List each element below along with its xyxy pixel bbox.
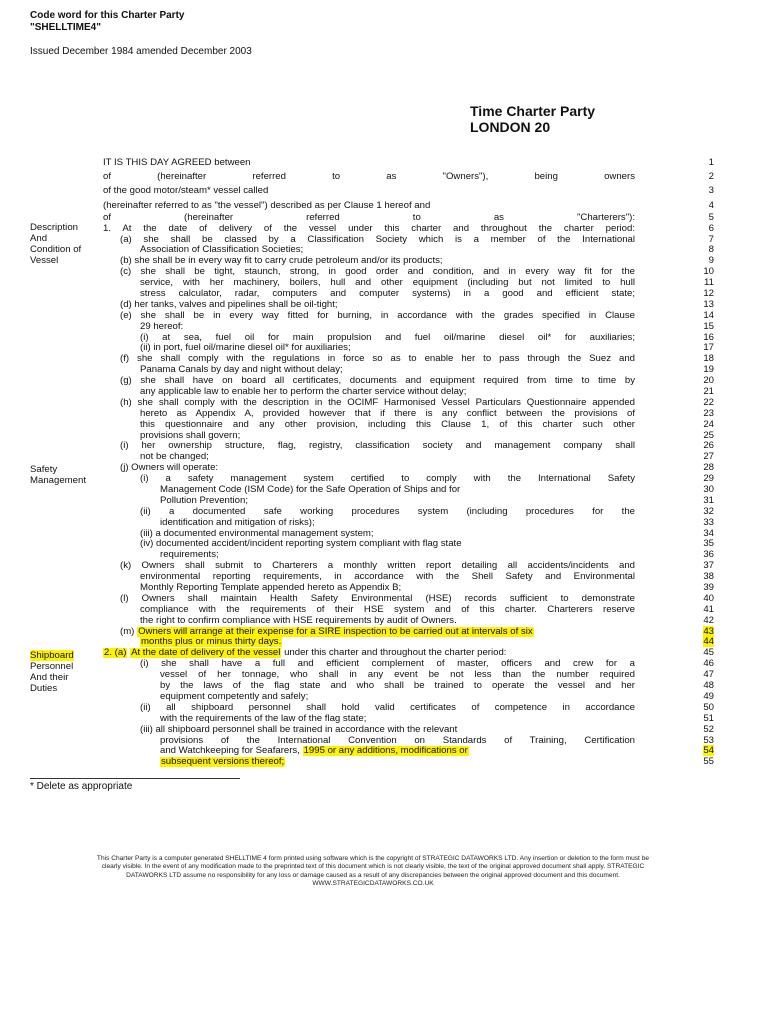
codeword-heading xyxy=(30,10,330,34)
codeword-value: "SHELLTIME4" xyxy=(30,22,101,33)
line-number: 24 xyxy=(703,418,714,430)
line-number: 14 xyxy=(703,309,714,321)
side-heading-line: And xyxy=(30,233,48,244)
body-line: hereto as Appendix A, provided however that if there is any conflict between the provisions of xyxy=(140,408,635,419)
line-number: 9 xyxy=(708,255,714,267)
body-line: service, with her machinery, boilers, hull and other equipment (including but not limited to hull xyxy=(140,278,635,289)
charter-body xyxy=(103,156,635,768)
line-number: 27 xyxy=(703,451,714,463)
footer-line: clearly visible. In the event of any modification made to the preprinted text of this document which is not clearly visible, the text of the original approved document shall apply. STRATEGIC xyxy=(101,863,645,871)
line-number: 42 xyxy=(703,614,714,626)
side-heading-safety xyxy=(30,464,94,486)
line-number: 29 xyxy=(703,473,714,485)
body-line: by the laws of the flag state and who shall be trained to operate the vessel and her xyxy=(160,681,635,692)
line-number: 12 xyxy=(703,287,714,299)
line-number: 46 xyxy=(703,658,714,670)
body-text: and Watchkeeping for Seafarers, xyxy=(160,746,300,757)
line-number: 6 xyxy=(708,222,714,234)
line-number: 35 xyxy=(703,538,714,550)
line-number: 38 xyxy=(703,571,714,583)
body-line: (k) Owners shall submit to Charterers a monthly written report detailing all accidents/incidents and xyxy=(120,561,635,572)
body-line xyxy=(103,627,635,638)
line-number: 4 xyxy=(708,199,714,211)
body-line: provisions shall govern; xyxy=(140,430,241,441)
line-number: 52 xyxy=(703,723,714,735)
highlighted-line-number: 54 xyxy=(703,745,714,757)
highlighted-text: months plus or minus thirty days. xyxy=(141,637,282,648)
line-number: 22 xyxy=(703,396,714,408)
body-line: (c) she shall be tight, staunch, strong, in good order and condition, and in every way fit for the xyxy=(120,267,635,278)
line-number: 51 xyxy=(703,712,714,724)
body-line: (e) she shall be in every way fitted for burning, in accordance with the grades specified in Clause xyxy=(120,310,635,321)
line-number: 30 xyxy=(703,484,714,496)
line-number: 41 xyxy=(703,603,714,615)
line-number: 1 xyxy=(708,157,714,168)
side-heading-line: Management xyxy=(30,475,86,486)
body-line: Monthly Reporting Template appended hereto as Appendix B; xyxy=(140,583,402,594)
body-line: compliance with the requirements of their HSE system and of this charter. Charterers reserve xyxy=(140,604,635,615)
body-line: (j) Owners will operate: xyxy=(120,463,219,474)
body-line: (a) she shall be classed by a Classification Society which is a member of the International xyxy=(120,234,635,245)
line-number: 16 xyxy=(703,331,714,343)
line-number: 25 xyxy=(703,429,714,441)
line-number: 10 xyxy=(703,266,714,278)
body-line: (iii) all shipboard personnel shall be trained in accordance with the relevant xyxy=(140,724,458,735)
body-line xyxy=(103,637,635,648)
side-heading-line xyxy=(30,650,94,661)
codeword-label: Code word for this Charter Party xyxy=(30,10,185,21)
body-line: 1. At the date of delivery of the vessel under this charter and throughout the charter period: xyxy=(103,223,635,234)
body-line: 29 hereof: xyxy=(140,321,184,332)
side-heading-line: Duties xyxy=(30,683,58,694)
line-number: 53 xyxy=(703,734,714,746)
body-line: (iv) documented accident/incident reporting system compliant with flag state xyxy=(140,539,462,550)
body-line: (l) Owners shall maintain Health Safety Environmental (HSE) records sufficient to demonstrate xyxy=(120,593,635,604)
highlighted-text: 1995 or any additions, modifications or xyxy=(303,746,468,757)
footer-line: This Charter Party is a computer generated SHELLTIME 4 form printed using software which is the copyright of STRATEGIC DATAWORKS LTD. Any insertion or deletion to the form must be xyxy=(96,855,650,862)
line-number: 13 xyxy=(703,298,714,310)
footnote: * Delete as appropriate xyxy=(30,781,133,792)
side-heading-shipboard xyxy=(30,650,94,694)
line-number: 17 xyxy=(703,342,714,354)
line-number: 5 xyxy=(708,211,714,223)
line-number: 49 xyxy=(703,690,714,702)
body-line: identification and mitigation of risks); xyxy=(160,517,315,528)
line-number: 18 xyxy=(703,353,714,365)
line-number: 47 xyxy=(703,669,714,681)
highlighted-text: Shipboard xyxy=(30,650,74,661)
body-line: (d) her tanks, valves and pipelines shall be oil-tight; xyxy=(120,299,338,310)
clause-marker: (m) xyxy=(120,626,135,637)
body-line: of (hereinafter referred to as "Charterers"): xyxy=(103,212,635,223)
body-line: this questionnaire and any other provision, including this Clause 1, of this charter such other xyxy=(140,419,635,430)
body-line: (b) she shall be in every way fit to carry crude petroleum and/or its products; xyxy=(120,256,443,267)
clause-marker: 2. (a) xyxy=(104,648,127,659)
side-heading-line: Condition of xyxy=(30,244,82,255)
highlighted-text: Owners will arrange at their expense for a SIRE inspection to be carried out at intervals of six xyxy=(138,626,533,637)
side-heading-line: Personnel xyxy=(30,661,74,672)
line-number: 21 xyxy=(703,386,714,397)
body-line: (ii) a documented safe working procedures system (including procedures for the xyxy=(140,506,635,517)
line-number: 7 xyxy=(708,233,714,245)
copyright-footer xyxy=(38,855,708,888)
line-number: 48 xyxy=(703,680,714,692)
body-line: (i) her ownership structure, flag, registry, classification society and management company shall xyxy=(120,441,635,452)
highlighted-line-number: 44 xyxy=(703,636,714,648)
body-line: (i) a safety management system certified to comply with the International Safety xyxy=(140,474,635,485)
body-line xyxy=(103,746,635,757)
title-line-2: LONDON 20 xyxy=(470,119,551,135)
body-line: Association of Classification Societies; xyxy=(140,245,304,256)
body-line: equipment competently and safely; xyxy=(160,691,309,702)
line-number: 32 xyxy=(703,505,714,517)
line-number: 3 xyxy=(708,185,714,197)
body-line: the right to confirm compliance with HSE requirements by audit of Owners. xyxy=(140,615,457,626)
body-line: stress calculator, radar, computers and computer systems) in a good and efficient state; xyxy=(140,288,635,299)
line-number: 26 xyxy=(703,440,714,452)
body-line: (iii) a documented environmental management system; xyxy=(140,528,374,539)
body-line: Panama Canals by day and night without delay; xyxy=(140,365,343,376)
line-number: 39 xyxy=(703,582,714,594)
line-number: 34 xyxy=(703,527,714,539)
document-title xyxy=(470,103,595,135)
body-line xyxy=(103,648,635,659)
body-line: provisions of the International Convention on Standards of Training, Certification xyxy=(160,735,635,746)
highlighted-text: subsequent versions thereof; xyxy=(161,757,285,768)
body-line: (g) she shall have on board all certificates, documents and equipment required from time to time by xyxy=(120,376,635,387)
body-line: not be changed; xyxy=(140,452,209,463)
line-number: 20 xyxy=(703,375,714,387)
line-numbers xyxy=(690,156,714,768)
body-line: vessel of her tonnage, who shall in any event be not less than the number required xyxy=(160,670,635,681)
body-line: environmental reporting requirements, in accordance with the Shell Safety and Environmental xyxy=(140,572,635,583)
line-number: 40 xyxy=(703,592,714,604)
highlighted-text: At the date of delivery of the vessel xyxy=(131,648,281,659)
side-heading-description xyxy=(30,222,94,266)
side-heading-line: And their xyxy=(30,672,69,683)
footnote-divider xyxy=(30,778,240,779)
body-line: (ii) all shipboard personnel shall hold valid certificates of competence in accordance xyxy=(140,702,635,713)
body-line: with the requirements of the law of the flag state; xyxy=(160,713,367,724)
body-line: any applicable law to enable her to perform the charter service without delay; xyxy=(140,387,467,397)
line-number: 23 xyxy=(703,407,714,419)
body-line: of (hereinafter referred to as "Owners"), being owners xyxy=(103,171,635,183)
side-heading-line: Vessel xyxy=(30,255,59,266)
body-line: (f) she shall comply with the regulations in force so as to enable her to pass through the Suez and xyxy=(120,354,635,365)
issue-date: Issued December 1984 amended December 2003 xyxy=(30,46,252,57)
body-line: Pollution Prevention; xyxy=(160,495,248,506)
line-number: 55 xyxy=(703,756,714,768)
highlighted-line-number: 43 xyxy=(703,625,714,637)
body-line: (i) at sea, fuel oil for main propulsion and fuel oil/marine diesel oil* for auxiliaries; xyxy=(140,332,635,343)
footer-line: DATAWORKS LTD assume no responsibility for any loss or damage caused as a result of any discrepancies between the original approved document and this document. xyxy=(126,871,620,879)
line-number: 28 xyxy=(703,462,714,474)
line-number: 31 xyxy=(703,494,714,506)
line-number: 36 xyxy=(703,549,714,561)
body-line: Management Code (ISM Code) for the Safe Operation of Ships and for xyxy=(160,485,461,496)
line-number: 50 xyxy=(703,701,714,713)
body-line: of the good motor/steam* vessel called xyxy=(103,185,269,197)
body-line: (hereinafter referred to as "the vessel") described as per Clause 1 hereof and xyxy=(103,199,431,211)
line-number: 15 xyxy=(703,320,714,332)
line-number: 8 xyxy=(708,244,714,256)
body-line: requirements; xyxy=(160,550,219,561)
line-number: 45 xyxy=(703,647,714,659)
title-line-1: Time Charter Party xyxy=(470,103,596,119)
line-number: 19 xyxy=(703,364,714,376)
line-number: 2 xyxy=(708,171,714,183)
body-line xyxy=(103,757,635,768)
line-number: 33 xyxy=(703,516,714,528)
side-heading-line: Safety xyxy=(30,464,58,475)
footer-url-link[interactable]: WWW.STRATEGICDATAWORKS.CO.UK xyxy=(312,879,434,887)
body-text: under this charter and throughout the charter period: xyxy=(284,648,507,659)
body-line: (i) she shall have a full and efficient complement of master, officers and crew for a xyxy=(140,659,635,670)
body-line: (h) she shall comply with the description in the OCIMF Harmonised Vessel Particulars Questionnaire appended xyxy=(120,397,635,408)
body-line: IT IS THIS DAY AGREED between xyxy=(103,157,251,168)
line-number: 11 xyxy=(704,277,714,289)
side-heading-line: Description xyxy=(30,222,78,233)
body-line: (ii) in port, fuel oil/marine diesel oil* for auxiliaries; xyxy=(140,343,351,354)
line-number: 37 xyxy=(703,560,714,572)
